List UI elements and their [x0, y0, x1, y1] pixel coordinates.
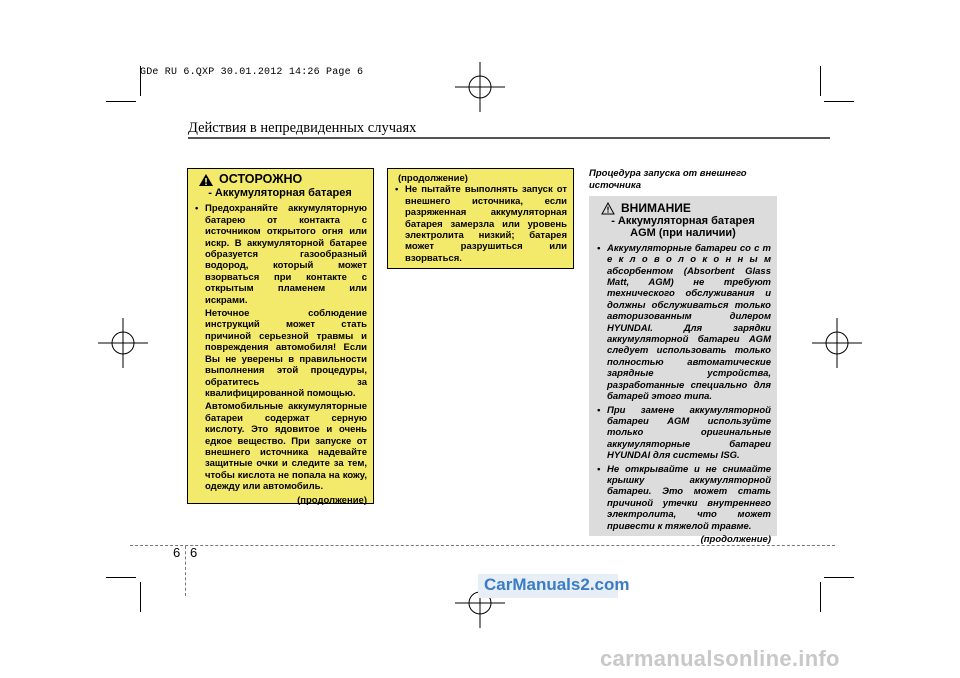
continued-bullet: • Не пытайте выполнять запуск от внешнего источника, если разряженная аккумуляторная батарея замерзла или уровень электролита низкий; батарея может разрушиться или взорваться. [395, 184, 567, 264]
caution-subheading-1: - Аккумуляторная батарея [611, 215, 755, 227]
registration-mark-left [98, 318, 148, 368]
caution-box [589, 196, 777, 545]
caution-continued: (продолжение) [700, 533, 771, 545]
continued-box [387, 168, 574, 269]
caution-heading: ВНИМАНИЕ [621, 200, 691, 215]
procedure-title: Процедура запуска от внешнего источника [589, 168, 747, 191]
caution-bullet-2: • При замене аккумуляторной батареи AGM используйте только оригинальные аккумуляторные батареи HYUNDAI для системы ISG. [597, 404, 771, 462]
print-slug: GDe RU 6.QXP 30.01.2012 14:26 Page 6 [140, 67, 364, 78]
caution-triangle-icon [601, 202, 615, 215]
warning-triangle-icon [198, 173, 214, 187]
page-number-right: 6 [190, 545, 198, 560]
continued-heading: (продолжение) [398, 173, 468, 184]
warning-bullet: • Предохраняйте аккумуляторную батарею от контакта с источником открытого огня или искр. В аккумуляторной батарее образуется газообразный водород, который может взорваться при контакте с открытым пламенем или искрами. [195, 203, 367, 306]
watermark-carmanuals: CarManuals2.com [484, 575, 630, 594]
warning-subheading: - Аккумуляторная батарея [208, 187, 352, 199]
section-title: Действия в непредвиденных случаях [188, 120, 417, 136]
watermark-carmanualsonline: carmanualsonline.info [600, 646, 840, 671]
registration-mark-right [812, 318, 862, 368]
caution-subheading-2: AGM (при наличии) [630, 227, 736, 240]
warning-box [187, 168, 374, 504]
title-rule [188, 137, 830, 139]
caution-bullet-3: • Не открывайте и не снимайте крышку аккумуляторной батареи. Это может стать причиной утечки внутреннего электролита, что может привести к тяжелой травме. [597, 463, 771, 532]
page-rule [130, 545, 835, 546]
warning-heading: ОСТОРОЖНО [219, 172, 303, 187]
warning-continued: (продолжение) [297, 494, 367, 506]
page-number-divider [185, 546, 187, 596]
caution-bullet-1: • Аккумуляторные батареи со с т е к л о в о л о к о н н ы м абсорбентом (Absorbent Glass Matt, AGM) не требуют технического обслуживания и должны обслуживаться только авторизованным дилером HYUNDAI. Для зарядки аккумуляторной батареи AGM следует использовать только полностью автоматические зарядные устройства, разработанные специально для батарей этого типа. [597, 242, 771, 403]
page-number-left: 6 [173, 545, 181, 560]
warning-paragraph-2: Автомобильные аккумуляторные батареи содержат серную кислоту. Это ядовитое и очень едкое вещество. При запуске от внешнего источника надевайте защитные очки и следите за тем, чтобы кислота не попала на кожу, одежду или автомобиль. [205, 401, 367, 493]
warning-paragraph-1: Неточное соблюдение инструкций может стать причиной серьезной травмы и повреждения автомобиля! Если Вы не уверены в правильности выполнения этой процедуры, обратитесь за квалифицированной помощью. [205, 308, 367, 399]
registration-mark-top [455, 62, 505, 112]
